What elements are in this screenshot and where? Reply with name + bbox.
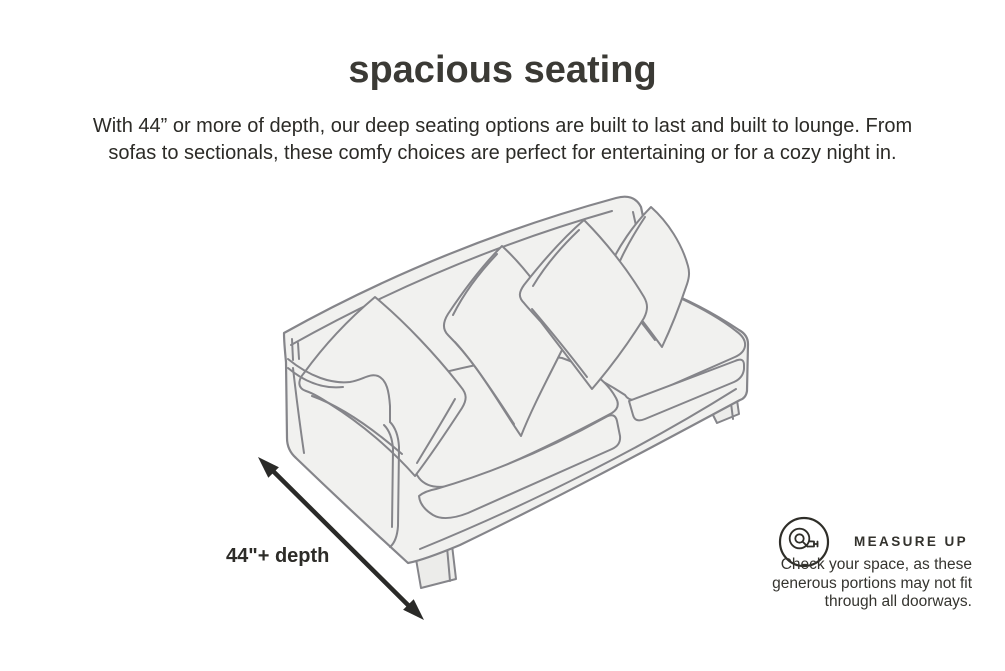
note-line: Check your space, as these: [780, 556, 972, 573]
sofa-drawing: [284, 197, 748, 588]
intro-line: sofas to sectionals, these comfy choices are perfect for entertaining or for a cozy night in.: [108, 142, 897, 164]
page-title: spacious seating: [348, 49, 657, 91]
measure-up-note: [742, 556, 972, 612]
measure-up-heading: MEASURE UP: [854, 534, 969, 549]
note-line: through all doorways.: [824, 593, 972, 610]
dimension-label: 44"+ depth: [226, 545, 330, 567]
note-line: generous portions may not fit: [772, 574, 972, 592]
intro-line: With 44” or more of depth, our deep seating options are built to last and built to lounge. From: [92, 115, 913, 137]
